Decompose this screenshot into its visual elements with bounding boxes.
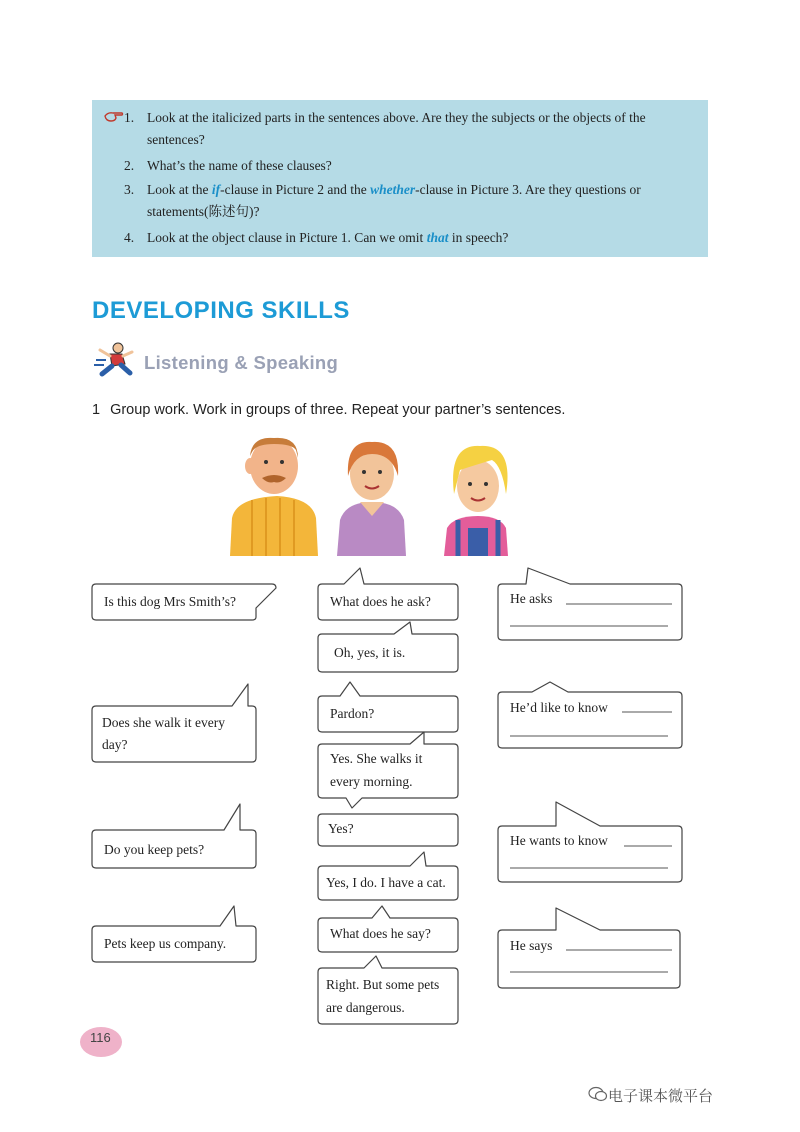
answer-blank-lines <box>510 604 672 972</box>
left-bubble-4-text: Pets keep us company. <box>104 936 227 951</box>
middle-bubble-3-text: Pardon? <box>330 706 375 721</box>
left-bubble-3-text: Do you keep pets? <box>104 842 205 857</box>
middle-bubble-1-text: What does he ask? <box>330 594 431 609</box>
question-3: 3. Look at the if-clause in Picture 2 and the whether-clause in Picture 3. Are they questions or statements(陈述句)? <box>124 182 641 219</box>
middle-bubble-8-text-line1: Right. But some pets <box>326 977 440 992</box>
middle-bubble-4-outline <box>318 732 458 808</box>
left-bubble-2-text-line1: Does she walk it every <box>102 715 225 730</box>
wechat-icon <box>588 1086 608 1102</box>
question-2: 2. What’s the name of these clauses? <box>124 158 332 173</box>
middle-bubble-8-text-line2: are dangerous. <box>326 1000 405 1015</box>
left-bubble-2-text-line2: day? <box>102 737 128 752</box>
section-title: DEVELOPING SKILLS <box>92 297 350 324</box>
question-4: 4. Look at the object clause in Picture 1. Can we omit that in speech? <box>124 230 509 245</box>
middle-bubble-2-text: Oh, yes, it is. <box>334 645 406 660</box>
middle-bubble-5-text: Yes? <box>328 821 354 836</box>
watermark: 电子课本微平台 <box>608 1087 714 1105</box>
middle-bubble-4-text-line2: every morning. <box>330 774 413 789</box>
middle-bubble-4-text-line1: Yes. She walks it <box>330 751 423 766</box>
page-number: 116 <box>80 1027 122 1057</box>
right-bubble-2-text: He’d like to know <box>510 700 608 715</box>
left-bubble-1-text: Is this dog Mrs Smith’s? <box>104 594 237 609</box>
question-1: 1. Look at the italicized parts in the sentences above. Are they the subjects or the objects of the sentences? <box>124 110 646 147</box>
instruction: 1 Group work. Work in groups of three. Repeat your partner’s sentences. <box>92 402 566 418</box>
middle-bubble-6-text: Yes, I do. I have a cat. <box>326 875 446 890</box>
right-bubble-1-text: He asks <box>510 591 553 606</box>
middle-bubble-7-text: What does he say? <box>330 926 431 941</box>
subsection-title: Listening & Speaking <box>144 352 339 373</box>
right-bubble-4-text: He says <box>510 938 553 953</box>
right-bubble-3-text: He wants to know <box>510 833 608 848</box>
